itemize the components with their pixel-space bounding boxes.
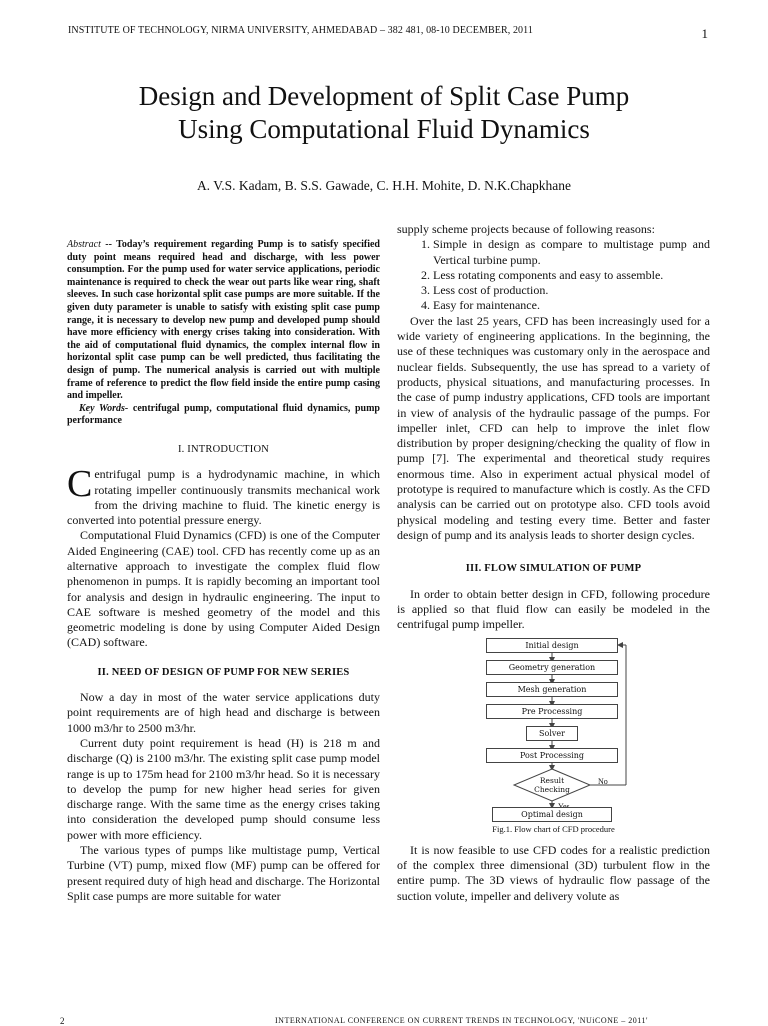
section-heading-introduction: I. INTRODUCTION [177, 443, 270, 455]
no-label: No [598, 777, 608, 787]
flow-step: Pre Processing [486, 704, 618, 719]
running-header [68, 25, 708, 41]
drop-cap: C [67, 463, 93, 506]
need-paragraph-3: The various types of pumps like multistage pump, Vertical Turbine (VT) pump, mixed flow (MF) pump can be offered for present required duty of high head and discharge. The Horizontal Split case pumps are more suitable for water [67, 843, 380, 903]
continued-paragraph: supply scheme projects because of following reasons: [397, 222, 655, 236]
reasons-list [397, 237, 710, 313]
flow-final-step: Optimal design [492, 807, 612, 822]
intro-paragraph-2: Computational Fluid Dynamics (CFD) is one of the Computer Aided Engineering (CAE) tool. CFD has recently come up as an alternative approach to investigate the complex fluid flow phenomenon in pumps. It is rapidly becoming an important tool for analysis and design in hydraulic engineering. The input to CAE software is meshed geometry of the model and this geometric modeling is done by using Computer Aided Design (CAD) software. [67, 528, 380, 650]
intro-paragraph-1-text: entrifugal pump is a hydrodynamic machine, in which rotating impeller continuously transmits mechanical work from the driving machine to fluid. The kinetic energy is converted into potential pressure energy. [67, 467, 380, 528]
need-paragraph-2: Current duty point requirement is head (H) is 218 m and discharge (Q) is 2100 m3/hr. The existing split case pump model range is up to 175m head for 2100 m3/hr head. So it is necessary to develop the pump for new higher head series for given discharge range. With the same time as the energy crises taking into consideration the developed pump should consume less power with more efficiency. [67, 735, 380, 842]
conference-venue: INSTITUTE OF TECHNOLOGY, NIRMA UNIVERSITY, AHMEDABAD – 382 481, 08-10 DECEMBER, 2011 [68, 25, 533, 36]
intro-paragraph-1 [67, 463, 380, 528]
flow-paragraph-2: It is now feasible to use CFD codes for a realistic prediction of the complex three dimensional (3D) turbulent flow in the entire pump. The 3D views of hydraulic flow passage of the suction volute, impeller and delivery volute as [397, 842, 710, 903]
left-column [67, 222, 380, 904]
abstract-text: -- Today’s requirement regarding Pump is to satisfy specified duty point means required head and discharge, with less power consumption. For the pump used for water service applications, periodic maintenance is required to check the wear out parts like wear ring, shaft sleeves. In such case horizontal split case pumps are more suitable. If the given duty parameter is unable to satisfy with existing split case pump range, it is necessary to develop new pump and developed pump should have more efficiency with energy crises taking into consideration. With the aid of computational fluid dynamics, the complex internal flow in horizontal split case pump can be well predicted, thus facilitating the design of pump. The numerical analysis is carried out with multiple frame of reference to predict the flow field inside the entire pump casing and impeller. [67, 239, 380, 402]
abstract [67, 239, 380, 403]
flow-step: Initial design [486, 638, 618, 653]
paper-title [40, 80, 728, 146]
flow-paragraph-1: In order to obtain better design in CFD, following procedure is applied so that fluid flow can easily be modeled in the centrifugal pump impeller. [397, 586, 710, 632]
flow-step: Solver [526, 726, 578, 741]
title-line-1: Design and Development of Split Case Pump [138, 81, 630, 111]
section-heading-flow-simulation: III. FLOW SIMULATION OF PUMP [465, 563, 642, 575]
figure-caption: Fig.1. Flow chart of CFD procedure [492, 824, 615, 835]
list-item: 2. Less rotating components and easy to assemble. [433, 268, 710, 283]
footer-conference: INTERNATIONAL CONFERENCE ON CURRENT TRENDS IN TECHNOLOGY, 'NUiCONE – 2011' [275, 1016, 648, 1025]
flow-step: Post Processing [486, 748, 618, 763]
title-line-2: Using Computational Fluid Dynamics [178, 114, 590, 144]
cfd-paragraph: Over the last 25 years, CFD has been increasingly used for a wide variety of engineering applications. In the beginning, the use of these techniques was customary only in the aerospace and nuclear fields. Subsequently, the use has spread to a variety of products, physical situations, and manufacturing processes. In the case of pump industry applications, CFD tools are important in view of analysis of the hydraulic passage of the pumps. For impeller inlet, CFD can help to improve the inlet flow distribution by proper designing/checking the quality of flow in pump [7]. The experimental and theoretical study requires enormous time. Also in experiment actual physical model of prototype is required to manufacture which is costly. As the CFD analysis can be carried out on prototype also. CFD tools avoid physical modeling and testing every time. Better and faster design of pump and its analysis leads to shorter design cycles. [397, 313, 710, 542]
section-heading-need-of-design: II. NEED OF DESIGN OF PUMP FOR NEW SERIES [97, 666, 350, 678]
author-list: A. V.S. Kadam, B. S.S. Gawade, C. H.H. Mohite, D. N.K.Chapkhane [196, 178, 572, 193]
right-column [397, 222, 710, 904]
list-item: 4. Easy for maintenance. [433, 298, 710, 313]
flow-step: Geometry generation [486, 660, 618, 675]
flow-step: Mesh generation [486, 682, 618, 697]
list-item: 3. Less cost of production. [433, 283, 710, 298]
cfd-flowchart [486, 638, 636, 820]
list-item: 1. Simple in design as compare to multistage pump and Vertical turbine pump. [433, 237, 710, 268]
page-number: 1 [701, 26, 708, 41]
need-paragraph-1: Now a day in most of the water service applications duty point requirements are of high head and discharge is between 1000 m3/hr to 2500 m3/hr. [67, 690, 380, 735]
footer-page-number: 2 [60, 1016, 65, 1026]
keywords-label: Key Words- [79, 402, 129, 414]
abstract-label: Abstract [67, 239, 101, 250]
keywords-text: centrifugal pump, computational fluid dynamics, pump performance [67, 402, 380, 427]
keywords [67, 403, 380, 428]
decision-label: Result Checking [534, 776, 570, 795]
